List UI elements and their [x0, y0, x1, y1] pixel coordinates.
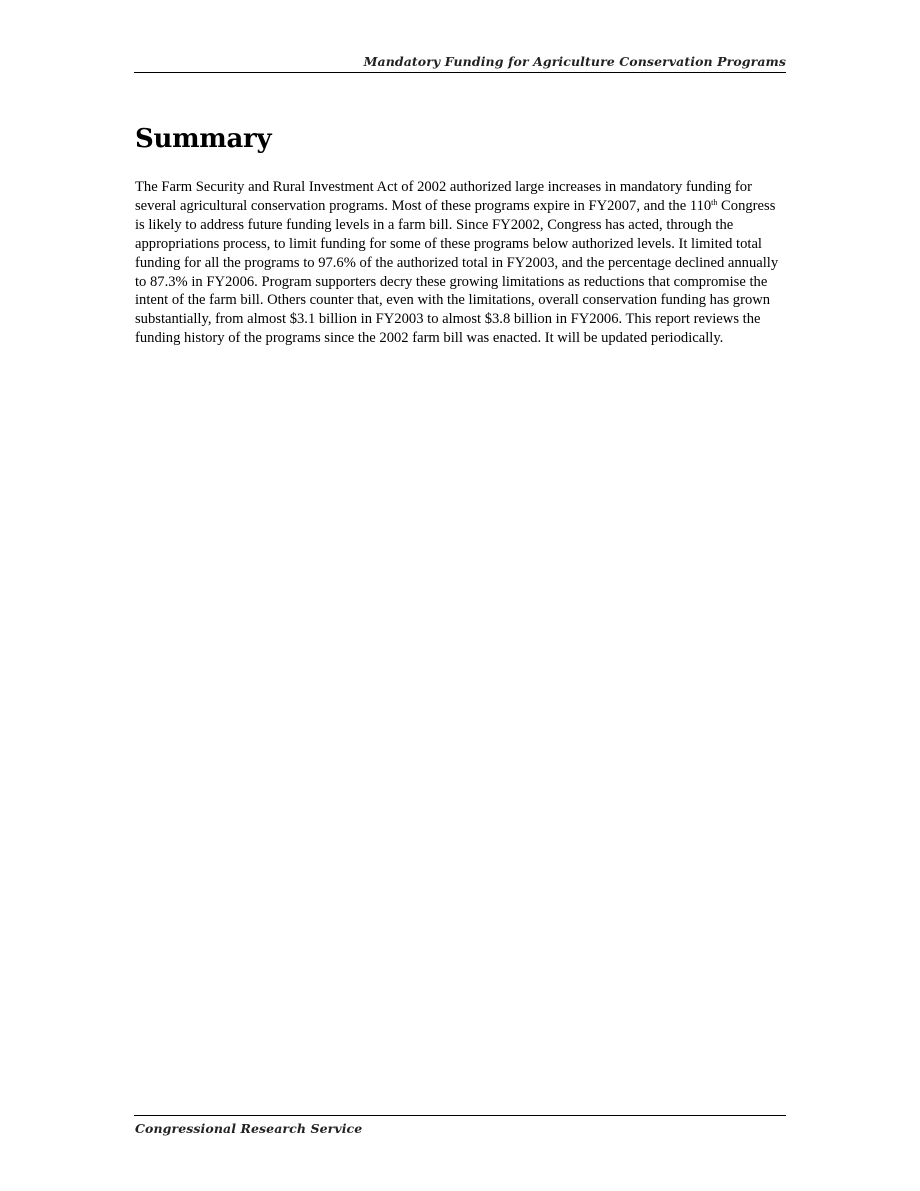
header-rule: [134, 72, 786, 73]
summary-paragraph: [135, 178, 787, 348]
running-footer: Congressional Research Service: [135, 1121, 363, 1136]
ordinal-superscript: th: [711, 197, 718, 207]
summary-text-part1: The Farm Security and Rural Investment Act of 2002 authorized large increases in mandatory funding for several agricultural conservation programs. Most of these programs expire in FY2007, and the 110: [135, 179, 752, 214]
footer-rule: [134, 1115, 786, 1116]
section-title: Summary: [135, 124, 272, 154]
summary-text-part2: Congress is likely to address future funding levels in a farm bill. Since FY2002, Congress has acted, through the appropriations process, to limit funding for some of these programs below authorized levels. It limited total funding for all the programs to 97.6% of the authorized total in FY2003, and the percentage declined annually to 87.3% in FY2006. Program supporters decry these growing limitations as reductions that compromise the intent of the farm bill. Others counter that, even with the limitations, overall conservation funding has grown substantially, from almost $3.1 billion in FY2003 to almost $3.8 billion in FY2006. This report reviews the funding history of the programs since the 2002 farm bill was enacted. It will be updated periodically.: [135, 197, 779, 347]
running-header: Mandatory Funding for Agriculture Conservation Programs: [363, 54, 786, 69]
